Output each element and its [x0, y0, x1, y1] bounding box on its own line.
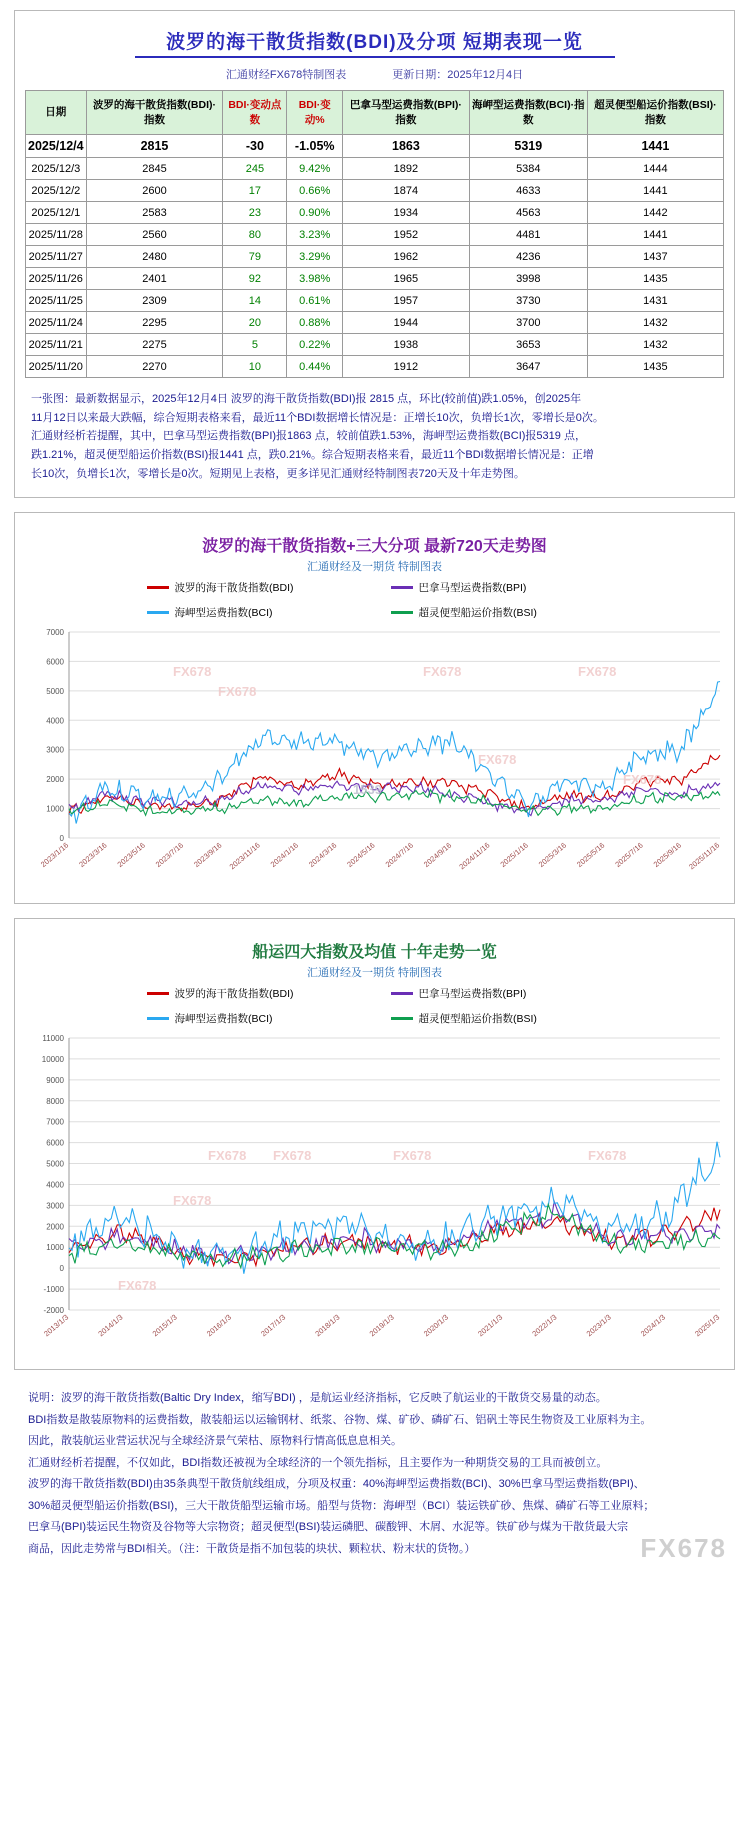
note-line-3: 跌1.21%，超灵便型船运价指数(BSI)报1441 点，跌0.21%。综合短期表格来看，最近11个BDI数据增长情况是：正增 [31, 449, 594, 462]
svg-text:9000: 9000 [46, 1076, 64, 1086]
source-left: 汇通财经FX678特制图表 [225, 69, 347, 81]
cell-bsi: 1435 [587, 356, 723, 378]
legend10-label-bdi: 波罗的海干散货指数(BDI) [174, 988, 294, 1001]
cell-change-pct: 0.88% [287, 312, 343, 334]
watermark-6: 1539 [353, 782, 382, 798]
cell-bpi: 1912 [343, 356, 470, 378]
cell-bpi: 1965 [343, 268, 470, 290]
footer-line-7: 商品，因此走势常与BDI相关。（注：干散货是指不加包装的块状、颗粒状、粉末状的货物。） [28, 1542, 476, 1555]
table-row [26, 180, 724, 202]
svg-text:2017/1/3: 2017/1/3 [259, 1313, 288, 1339]
cell-bdi: 2600 [86, 180, 223, 202]
footer-line-4: 波罗的海干散货指数(BDI)由35条典型干散货航线组成，分项及权重：40%海岬型运费指数(BCI)、30%巴拿马型运费指数(BPI)、 [28, 1478, 645, 1491]
svg-text:2021/1/3: 2021/1/3 [476, 1313, 505, 1339]
cell-bpi: 1934 [343, 202, 470, 224]
cell-bpi: 1962 [343, 246, 470, 268]
cell-bsi: 1441 [587, 180, 723, 202]
cell-bpi: 1957 [343, 290, 470, 312]
note-line-1: 11月12日以来最大跌幅，综合短期表格来看，最近11个BDI数据增长情况是：正增长10次，负增长1次，零增长是0次。 [31, 411, 604, 424]
watermark-3: FX678 [423, 664, 462, 680]
cell-bdi: 2309 [86, 290, 223, 312]
cell-change: 10 [223, 356, 287, 378]
brand-watermark: FX678 [640, 1533, 727, 1564]
svg-text:2025/11/16: 2025/11/16 [687, 841, 722, 872]
table-row [26, 312, 724, 334]
svg-text:4000: 4000 [46, 716, 64, 726]
cell-bci: 3647 [469, 356, 587, 378]
table-row [26, 334, 724, 356]
cell-change: 14 [223, 290, 287, 312]
svg-text:1000: 1000 [46, 805, 64, 815]
cell-change-pct: -1.05% [287, 135, 343, 158]
legend10-label-bpi: 巴拿马型运费指数(BPI) [418, 988, 527, 1001]
cell-change-pct: 3.29% [287, 246, 343, 268]
footer-line-3: 汇通财经析若提醒，不仅如此，BDI指数还被视为全球经济的一个领先指标，且主要作为一种期货交易的工具而被创立。 [28, 1456, 608, 1469]
svg-text:6000: 6000 [46, 1139, 64, 1149]
watermark10-1: FX678 [208, 1148, 247, 1164]
source-line [25, 66, 724, 82]
cell-change-pct: 0.66% [287, 180, 343, 202]
cell-bci: 3998 [469, 268, 587, 290]
svg-text:2020/1/3: 2020/1/3 [421, 1313, 451, 1339]
svg-text:2023/3/16: 2023/3/16 [77, 841, 109, 870]
legend10-swatch-bdi [147, 992, 169, 995]
cell-bsi: 1432 [587, 334, 723, 356]
cell-date: 2025/12/3 [26, 158, 87, 180]
svg-text:2013/1/3: 2013/1/3 [42, 1313, 71, 1339]
legend-swatch-bsi [391, 611, 413, 614]
cell-bci: 3730 [469, 290, 587, 312]
legend10-item-bsi [391, 1011, 601, 1026]
cell-date: 2025/12/1 [26, 202, 87, 224]
svg-text:4000: 4000 [46, 1180, 64, 1190]
legend-swatch-bdi [147, 586, 169, 589]
svg-text:2025/9/16: 2025/9/16 [651, 841, 683, 870]
svg-text:2023/11/16: 2023/11/16 [227, 841, 262, 872]
cell-change-pct: 0.90% [287, 202, 343, 224]
col-date: 日期 [26, 91, 87, 135]
cell-bpi: 1938 [343, 334, 470, 356]
svg-text:2016/1/3: 2016/1/3 [204, 1313, 234, 1339]
svg-text:1000: 1000 [46, 1243, 64, 1253]
cell-change: 92 [223, 268, 287, 290]
cell-change: 17 [223, 180, 287, 202]
chart-720d-title: 波罗的海干散货指数+三大分项 最新720天走势图 [202, 538, 547, 556]
bdi-table-card [14, 10, 735, 498]
watermark10-3: FX678 [273, 1148, 312, 1164]
svg-text:2000: 2000 [46, 775, 64, 785]
watermark-7: FX678 [623, 772, 662, 788]
legend10-swatch-bsi [391, 1017, 413, 1020]
chart-10y-title: 船运四大指数及均值 十年走势一览 [252, 944, 497, 962]
cell-bdi: 2480 [86, 246, 223, 268]
legend10-label-bsi: 超灵便型船运价指数(BSI) [418, 1013, 537, 1026]
bdi-table [25, 90, 724, 378]
cell-bci: 3653 [469, 334, 587, 356]
legend10-item-bpi [391, 986, 601, 1001]
cell-date: 2025/12/4 [26, 135, 87, 158]
cell-bci: 4236 [469, 246, 587, 268]
footer-description [14, 1384, 735, 1590]
note-line-2: 汇通财经析若提醒，其中，巴拿马型运费指数(BPI)报1863 点，较前值跌1.53%，海岬型运费指数(BCI)报5319 点， [31, 430, 586, 443]
source-right: 更新日期：2025年12月4日 [392, 69, 524, 81]
legend-swatch-bpi [391, 586, 413, 589]
watermark-1: FX678 [173, 664, 212, 680]
cell-bdi: 2275 [86, 334, 223, 356]
watermark-2: FX678 [218, 684, 257, 700]
svg-text:-1000: -1000 [43, 1285, 64, 1295]
svg-text:2024/7/16: 2024/7/16 [383, 841, 415, 870]
cell-bdi: 2401 [86, 268, 223, 290]
cell-change-pct: 3.98% [287, 268, 343, 290]
footer-line-0: 说明：波罗的海干散货指数(Baltic Dry Index，缩写BDI) ，是航运业经济指标，它反映了航运业的干散货交易量的动态。 [28, 1392, 607, 1405]
svg-text:10000: 10000 [41, 1055, 64, 1065]
summary-note [31, 390, 720, 483]
cell-bdi: 2270 [86, 356, 223, 378]
svg-text:8000: 8000 [46, 1097, 64, 1107]
cell-date: 2025/11/24 [26, 312, 87, 334]
svg-text:2024/5/16: 2024/5/16 [345, 841, 377, 870]
cell-change: 79 [223, 246, 287, 268]
svg-text:2023/1/3: 2023/1/3 [584, 1313, 613, 1339]
watermark-5: FX678 [478, 752, 517, 768]
col-bpi: 巴拿马型运费指数(BPI)·指数 [343, 91, 470, 135]
watermark10-5: FX678 [588, 1148, 627, 1164]
legend-item-bci [147, 605, 357, 620]
col-bdi-change: BDI·变动点数 [223, 91, 287, 135]
cell-bci: 5384 [469, 158, 587, 180]
svg-text:7000: 7000 [46, 628, 64, 638]
footer-line-6: 巴拿马(BPI)装运民生物资及谷物等大宗物资；超灵便型(BSI)装运磷肥、碳酸钾、木屑、水泥等。铁矿砂与煤为干散货最大宗 [28, 1521, 629, 1534]
cell-bsi: 1441 [587, 224, 723, 246]
svg-text:2024/3/16: 2024/3/16 [306, 841, 339, 870]
title-underline [135, 56, 615, 58]
svg-text:2024/1/16: 2024/1/16 [268, 841, 301, 870]
chart-10y-subtitle: 汇通财经及一期货 特制图表 [306, 967, 443, 980]
table-row [26, 356, 724, 378]
legend-label-bdi: 波罗的海干散货指数(BDI) [174, 582, 294, 595]
legend-label-bci: 海岬型运费指数(BCI) [174, 607, 273, 620]
col-bdi: 波罗的海干散货指数(BDI)·指数 [86, 91, 223, 135]
legend-label-bpi: 巴拿马型运费指数(BPI) [418, 582, 527, 595]
svg-text:2024/9/16: 2024/9/16 [421, 841, 454, 870]
cell-change-pct: 3.23% [287, 224, 343, 246]
cell-bsi: 1435 [587, 268, 723, 290]
chart-10y-card [14, 918, 735, 1370]
svg-text:2024/1/3: 2024/1/3 [638, 1313, 668, 1339]
svg-text:2023/7/16: 2023/7/16 [153, 841, 186, 870]
svg-text:2018/1/3: 2018/1/3 [313, 1313, 342, 1339]
watermark-4: FX678 [578, 664, 617, 680]
col-bdi-change-pct: BDI·变动% [287, 91, 343, 135]
svg-text:2015/1/3: 2015/1/3 [150, 1313, 179, 1339]
svg-text:2014/1/3: 2014/1/3 [96, 1313, 125, 1339]
cell-change-pct: 0.61% [287, 290, 343, 312]
cell-change: 23 [223, 202, 287, 224]
table-row [26, 290, 724, 312]
svg-text:0: 0 [59, 834, 64, 844]
svg-text:2023/1/16: 2023/1/16 [38, 841, 71, 870]
chart-10y-svg [23, 1028, 738, 1358]
svg-text:2023/5/16: 2023/5/16 [115, 841, 147, 870]
note-line-4: 长10次，负增长1次，零增长是0次。短期见上表格，更多详见汇通财经特制图表720天及十年走势图。 [31, 467, 525, 480]
cell-date: 2025/11/26 [26, 268, 87, 290]
chart-720d-svg [23, 622, 738, 892]
cell-date: 2025/11/25 [26, 290, 87, 312]
cell-bdi: 2815 [86, 135, 223, 158]
svg-text:11000: 11000 [42, 1034, 64, 1044]
svg-text:2019/1/3: 2019/1/3 [367, 1313, 396, 1339]
cell-bci: 4481 [469, 224, 587, 246]
cell-date: 2025/12/2 [26, 180, 87, 202]
svg-text:0: 0 [59, 1264, 64, 1274]
svg-text:2025/1/16: 2025/1/16 [498, 841, 530, 870]
table-body [26, 135, 724, 378]
cell-date: 2025/11/27 [26, 246, 87, 268]
svg-text:2025/3/16: 2025/3/16 [536, 841, 569, 870]
table-header-row [26, 91, 724, 135]
svg-text:3000: 3000 [46, 746, 64, 756]
table-row [26, 135, 724, 158]
cell-bci: 5319 [469, 135, 587, 158]
cell-bci: 4633 [469, 180, 587, 202]
cell-bpi: 1863 [343, 135, 470, 158]
cell-bsi: 1442 [587, 202, 723, 224]
chart-10y-legend [72, 986, 677, 1026]
table-row [26, 224, 724, 246]
cell-bpi: 1874 [343, 180, 470, 202]
cell-bsi: 1437 [587, 246, 723, 268]
cell-change-pct: 9.42% [287, 158, 343, 180]
svg-text:2022/1/3: 2022/1/3 [530, 1313, 559, 1339]
svg-text:2025/1/3: 2025/1/3 [693, 1313, 722, 1339]
legend-item-bdi [147, 580, 357, 595]
cell-date: 2025/11/28 [26, 224, 87, 246]
col-bsi: 超灵便型船运价指数(BSI)·指数 [587, 91, 723, 135]
cell-bsi: 1444 [587, 158, 723, 180]
svg-text:7000: 7000 [46, 1118, 64, 1128]
svg-text:2000: 2000 [46, 1222, 64, 1232]
legend10-item-bdi [147, 986, 357, 1001]
svg-text:3000: 3000 [46, 1201, 64, 1211]
cell-bdi: 2295 [86, 312, 223, 334]
cell-change: 80 [223, 224, 287, 246]
footer-line-5: 30%超灵便型船运价指数(BSI)，三大干散货船型运输市场。船型与货物：海岬型（BCI）装运铁矿砂、焦煤、磷矿石等工业原料； [28, 1499, 655, 1512]
table-row [26, 202, 724, 224]
table-row [26, 158, 724, 180]
table-row [26, 268, 724, 290]
cell-bpi: 1944 [343, 312, 470, 334]
cell-change: 20 [223, 312, 287, 334]
svg-text:2023/9/16: 2023/9/16 [192, 841, 224, 870]
legend10-item-bci [147, 1011, 357, 1026]
svg-text:2025/7/16: 2025/7/16 [613, 841, 645, 870]
cell-change-pct: 0.44% [287, 356, 343, 378]
cell-change: 5 [223, 334, 287, 356]
cell-bci: 3700 [469, 312, 587, 334]
watermark10-6: FX678 [118, 1278, 157, 1294]
legend-item-bsi [391, 605, 601, 620]
svg-text:5000: 5000 [46, 1159, 64, 1169]
cell-bsi: 1432 [587, 312, 723, 334]
cell-change-pct: 0.22% [287, 334, 343, 356]
cell-bsi: 1431 [587, 290, 723, 312]
legend10-label-bci: 海岬型运费指数(BCI) [174, 1013, 273, 1026]
watermark10-4: FX678 [393, 1148, 432, 1164]
svg-text:5000: 5000 [46, 687, 64, 697]
table-row [26, 246, 724, 268]
svg-text:6000: 6000 [46, 657, 64, 667]
cell-bci: 4563 [469, 202, 587, 224]
footer-line-1: BDI指数是散装原物料的运费指数，散装船运以运输钢材、纸浆、谷物、煤、矿砂、磷矿石、铝矾土等民生物资及工业原料为主。 [28, 1413, 652, 1426]
cell-change: 245 [223, 158, 287, 180]
svg-text:-2000: -2000 [43, 1306, 64, 1316]
svg-text:2025/5/16: 2025/5/16 [575, 841, 607, 870]
chart-720d-subtitle: 汇通财经及一期货 特制图表 [306, 561, 443, 574]
col-bci: 海岬型运费指数(BCI)·指数 [469, 91, 587, 135]
chart-720d-legend [72, 580, 677, 620]
cell-date: 2025/11/21 [26, 334, 87, 356]
chart-720d-plot [23, 622, 726, 897]
footer-line-2: 因此，散装航运业营运状况与全球经济景气荣枯、原物料行情高低息息相关。 [28, 1435, 402, 1448]
chart-10y-plot [23, 1028, 726, 1363]
cell-bdi: 2583 [86, 202, 223, 224]
page-title: 波罗的海干散货指数(BDI)及分项 短期表现一览 [166, 32, 583, 53]
legend-swatch-bci [147, 611, 169, 614]
cell-bdi: 2560 [86, 224, 223, 246]
cell-date: 2025/11/20 [26, 356, 87, 378]
legend-item-bpi [391, 580, 601, 595]
cell-bsi: 1441 [587, 135, 723, 158]
cell-bpi: 1892 [343, 158, 470, 180]
svg-text:2024/11/16: 2024/11/16 [457, 841, 492, 872]
note-line-0: 一张图：最新数据显示，2025年12月4日 波罗的海干散货指数(BDI)报 2815 点，环比(较前值)跌1.05%，创2025年 [31, 393, 582, 405]
cell-change: -30 [223, 135, 287, 158]
legend-label-bsi: 超灵便型船运价指数(BSI) [418, 607, 537, 620]
cell-bdi: 2845 [86, 158, 223, 180]
legend10-swatch-bpi [391, 992, 413, 995]
chart-720d-card [14, 512, 735, 904]
legend10-swatch-bci [147, 1017, 169, 1020]
watermark10-2: FX678 [173, 1193, 212, 1209]
cell-bpi: 1952 [343, 224, 470, 246]
